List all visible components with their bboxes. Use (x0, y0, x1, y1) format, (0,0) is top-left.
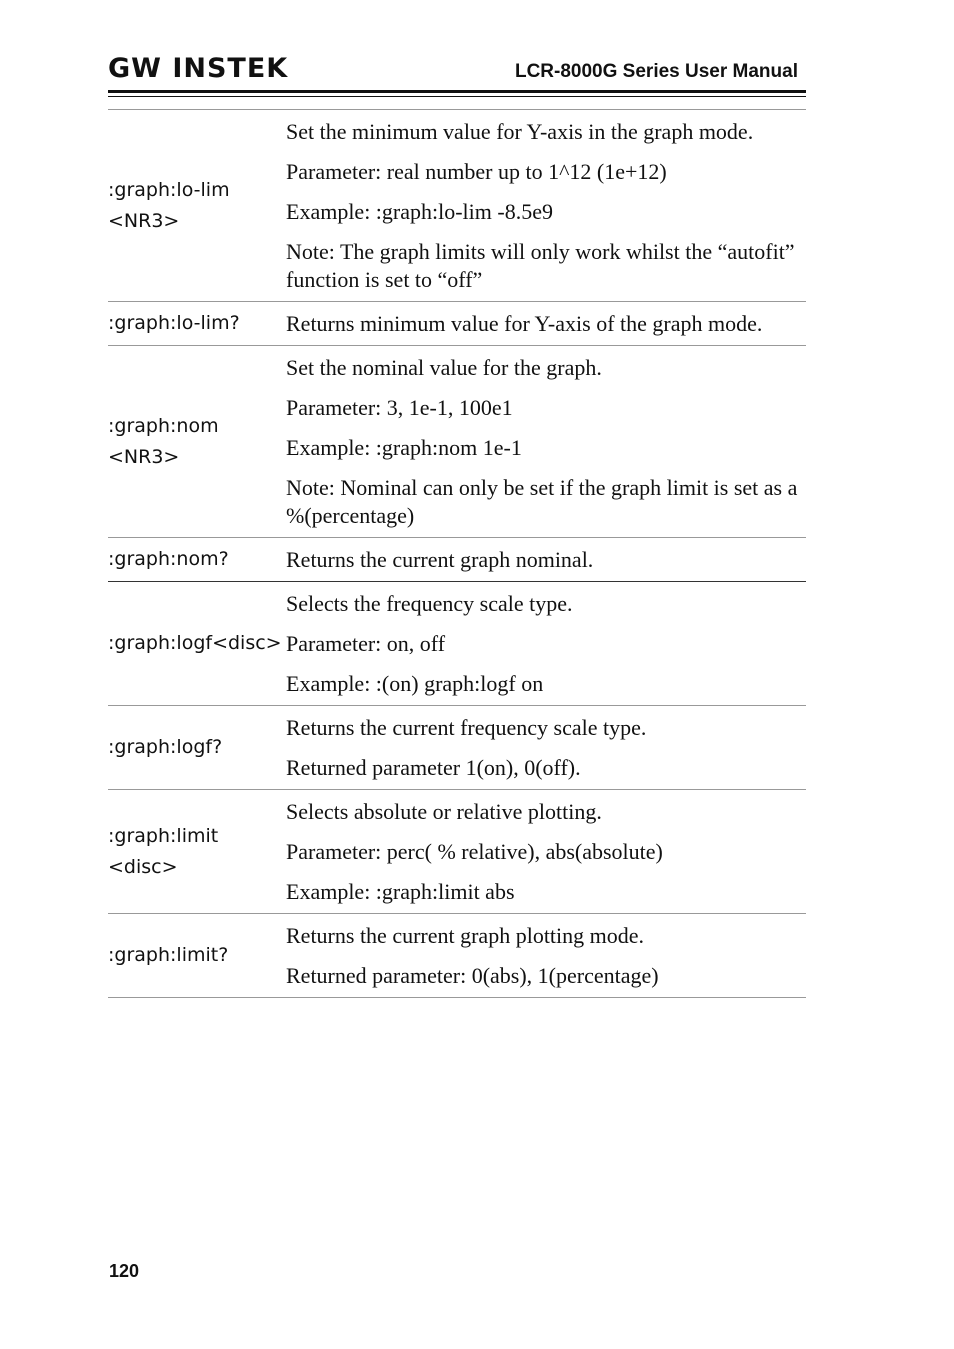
description-line: Example: :(on) graph:logf on (286, 671, 544, 696)
description-line: Set the minimum value for Y-axis in the graph mode. (286, 119, 754, 144)
command-description (286, 706, 806, 789)
description-line: Example: :graph:limit abs (286, 879, 515, 904)
description-line: Parameter: real number up to 1^12 (1e+12) (286, 159, 667, 184)
description-line: Returned parameter 1(on), 0(off). (286, 755, 581, 780)
command-name: :graph:logf<disc> (108, 632, 282, 654)
description-line: Selects absolute or relative plotting. (286, 799, 602, 824)
command-name: :graph:lo-lim? (108, 312, 240, 334)
description-line: Returns the current graph nominal. (286, 547, 594, 572)
command-description (286, 914, 806, 997)
command-row-logf (108, 582, 806, 706)
command-name: :graph:nom <NR3> (108, 414, 219, 468)
description-line: Example: :graph:lo-lim -8.5e9 (286, 199, 553, 224)
command-name: :graph:limit? (108, 944, 229, 966)
description-line: Parameter: on, off (286, 631, 446, 656)
command-name: :graph:nom? (108, 548, 229, 570)
page-number: 120 (109, 1261, 140, 1281)
command-description (286, 110, 806, 301)
command-row-nom (108, 346, 806, 538)
description-line: Returns minimum value for Y-axis of the graph mode. (286, 311, 763, 336)
gw-instek-logo: GW INSTEK (108, 53, 289, 84)
header-rule-thick (108, 90, 806, 93)
manual-title: LCR-8000G Series User Manual (514, 61, 798, 82)
header-rule-thin (108, 96, 806, 97)
command-row-lo-lim-query (108, 302, 806, 346)
command-name: :graph:lo-lim <NR3> (108, 178, 230, 232)
description-line: Example: :graph:nom 1e-1 (286, 435, 522, 460)
command-row-limit-query (108, 914, 806, 998)
command-row-logf-query (108, 706, 806, 790)
description-line: Parameter: 3, 1e-1, 100e1 (286, 395, 513, 420)
command-description (286, 346, 806, 537)
page-header (108, 50, 806, 110)
command-table (108, 109, 806, 998)
description-line: Selects the frequency scale type. (286, 591, 573, 616)
command-description (286, 790, 806, 913)
command-row-nom-query (108, 538, 806, 582)
command-row-lo-lim (108, 110, 806, 302)
description-line: Set the nominal value for the graph. (286, 355, 602, 380)
description-line: Returned parameter: 0(abs), 1(percentage) (286, 963, 659, 988)
description-line: Returns the current graph plotting mode. (286, 923, 645, 948)
description-line: Note: The graph limits will only work whilst the “autofit” function is set to “off” (286, 239, 795, 292)
command-name: :graph:logf? (108, 736, 223, 758)
command-name: :graph:limit <disc> (108, 824, 219, 878)
command-description (286, 582, 806, 705)
description-line: Returns the current frequency scale type. (286, 715, 647, 740)
description-line: Parameter: perc( % relative), abs(absolute) (286, 839, 663, 864)
description-line: Note: Nominal can only be set if the graph limit is set as a %(percentage) (286, 475, 798, 528)
command-description (286, 538, 806, 581)
command-row-limit (108, 790, 806, 914)
command-description (286, 302, 806, 345)
